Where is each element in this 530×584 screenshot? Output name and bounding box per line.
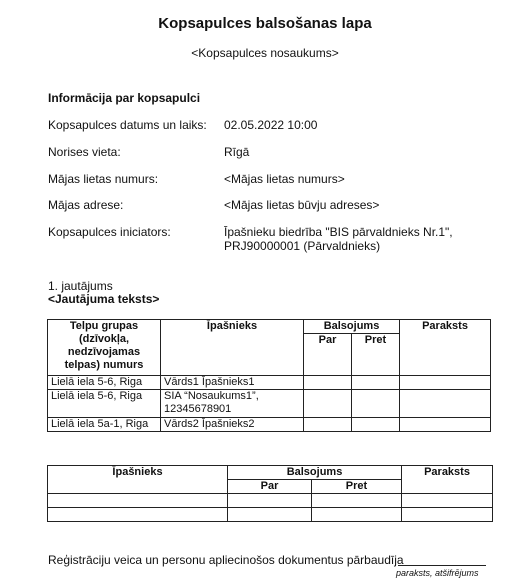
info-value-date: 02.05.2022 10:00 <box>224 118 318 132</box>
header-votes: Balsojums <box>304 320 400 334</box>
cell-vote-against[interactable] <box>352 418 400 432</box>
cell-owner[interactable] <box>48 494 228 508</box>
info-label-case-number: Mājas lietas numurs: <box>48 172 159 186</box>
header-owner: Īpašnieks <box>161 320 304 376</box>
cell-signature[interactable] <box>402 494 493 508</box>
cell-premises: Lielā iela 5-6, Riga <box>48 376 161 390</box>
meeting-name-placeholder: <Kopsapulces nosaukums> <box>191 46 339 60</box>
table-row <box>48 418 491 432</box>
info-value-case-number: <Mājas lietas numurs> <box>224 172 345 186</box>
signature-line[interactable] <box>398 555 486 566</box>
header-against: Pret <box>352 334 400 376</box>
signature-note: paraksts, atšifrējums <box>396 568 479 578</box>
cell-vote-against[interactable] <box>352 376 400 390</box>
header-signature: Paraksts <box>400 320 491 376</box>
info-value-initiator: Īpašnieku biedrība "BIS pārvaldnieks Nr.1", PRJ90000001 (Pārvaldnieks) <box>224 225 453 253</box>
table-row <box>48 376 491 390</box>
info-label-place: Norises vieta: <box>48 145 121 159</box>
info-label-date: Kopsapulces datums un laiks: <box>48 118 207 132</box>
registration-statement: Reģistrāciju veica un personu apliecinošos dokumentus pārbaudīja <box>48 553 404 567</box>
cell-premises: Lielā iela 5-6, Riga <box>48 390 161 418</box>
header-against: Pret <box>312 480 402 494</box>
cell-owner: SIA “Nosaukums1”, 12345678901 <box>161 390 304 418</box>
header-for: Par <box>304 334 352 376</box>
info-label-initiator: Kopsapulces iniciators: <box>48 225 171 239</box>
info-value-address: <Mājas lietas būvju adreses> <box>224 198 380 212</box>
additional-voting-table <box>47 465 493 522</box>
cell-premises: Lielā iela 5a-1, Riga <box>48 418 161 432</box>
cell-signature[interactable] <box>400 390 491 418</box>
cell-owner: Vārds1 Īpašnieks1 <box>161 376 304 390</box>
cell-signature[interactable] <box>400 376 491 390</box>
header-votes: Balsojums <box>228 466 402 480</box>
section-title: Informācija par kopsapulci <box>48 91 201 105</box>
header-owner: Īpašnieks <box>48 466 228 494</box>
header-premises-group: Telpu grupas (dzīvokļa, nedzīvojamas telpas) numurs <box>48 320 161 376</box>
table-row <box>48 508 493 522</box>
document-title: Kopsapulces balsošanas lapa <box>158 15 372 32</box>
voting-table <box>47 319 491 432</box>
cell-vote-for[interactable] <box>228 494 312 508</box>
question-text: <Jautājuma teksts> <box>48 292 160 306</box>
header-signature: Paraksts <box>402 466 493 494</box>
cell-vote-against[interactable] <box>352 390 400 418</box>
cell-signature[interactable] <box>400 418 491 432</box>
info-value-place: Rīgā <box>224 145 250 159</box>
table-row <box>48 494 493 508</box>
cell-vote-for[interactable] <box>304 376 352 390</box>
cell-owner[interactable] <box>48 508 228 522</box>
info-label-address: Mājas adrese: <box>48 198 124 212</box>
question-number: 1. jautājums <box>48 279 113 293</box>
cell-vote-for[interactable] <box>304 418 352 432</box>
cell-signature[interactable] <box>402 508 493 522</box>
cell-vote-against[interactable] <box>312 508 402 522</box>
header-for: Par <box>228 480 312 494</box>
cell-vote-for[interactable] <box>304 390 352 418</box>
table-row <box>48 390 491 418</box>
cell-vote-against[interactable] <box>312 494 402 508</box>
cell-owner: Vārds2 Īpašnieks2 <box>161 418 304 432</box>
cell-vote-for[interactable] <box>228 508 312 522</box>
